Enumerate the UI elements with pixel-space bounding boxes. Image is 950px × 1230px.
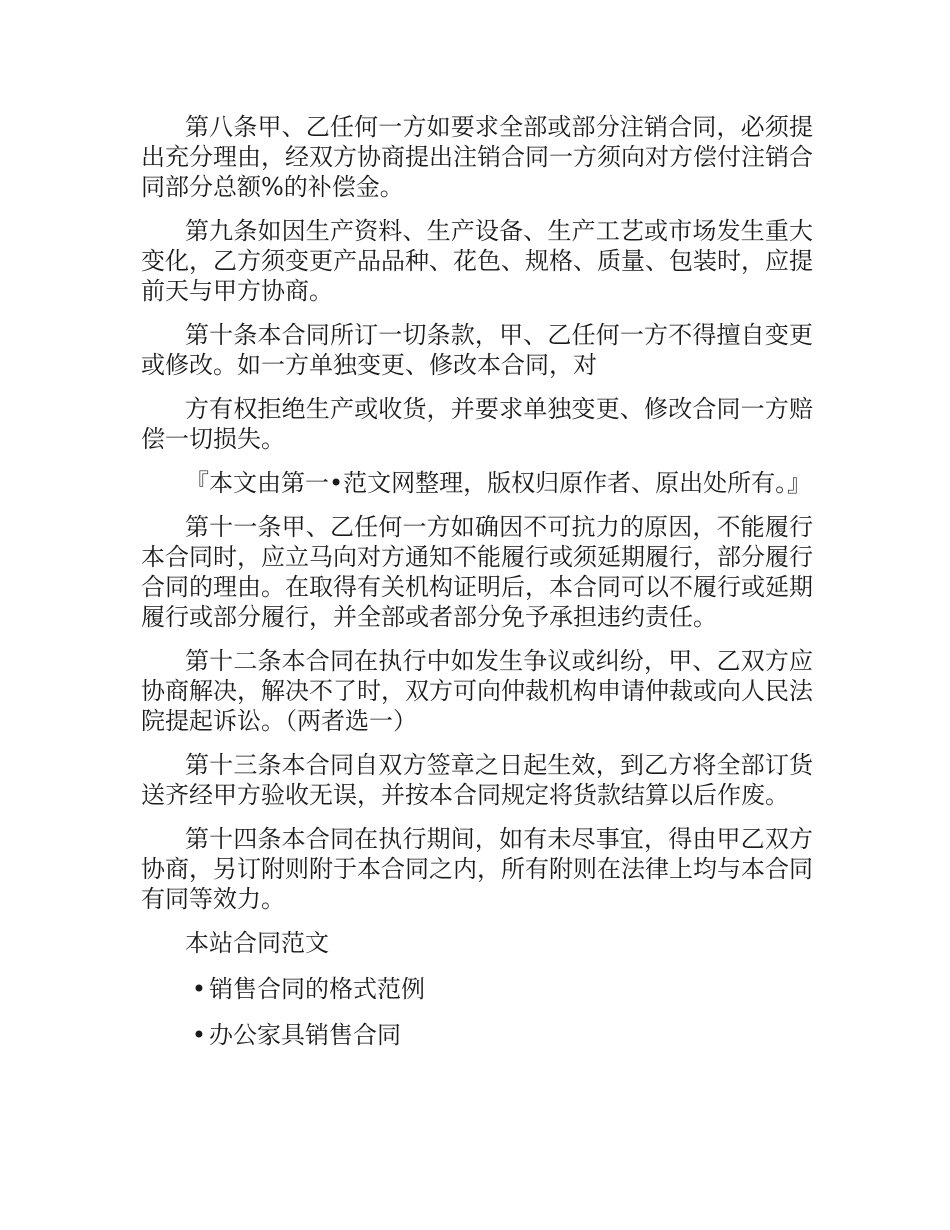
bullet-icon: • bbox=[191, 975, 207, 1003]
document-body bbox=[141, 112, 813, 1066]
clause-10-paragraph: 第十条本合同所订一切条款，甲、乙任何一方不得擅自变更或修改。如一方单独变更、修改本合同，对 bbox=[141, 321, 813, 379]
clause-10-continuation-paragraph: 方有权拒绝生产或收货，并要求单独变更、修改合同一方赔偿一切损失。 bbox=[141, 395, 813, 453]
bullet-icon: • bbox=[191, 1021, 207, 1049]
clause-14-paragraph: 第十四条本合同在执行期间，如有未尽事宜，得由甲乙双方协商，另订附则附于本合同之内，所有附则在法律上均与本合同有同等效力。 bbox=[141, 825, 813, 913]
related-link-sales-contract-format[interactable] bbox=[141, 974, 813, 1004]
clause-12-paragraph: 第十二条本合同在执行中如发生争议或纠纷，甲、乙双方应协商解决，解决不了时，双方可向仲裁机构申请仲裁或向人民法院提起诉讼。（两者选一） bbox=[141, 647, 813, 735]
clause-13-paragraph: 第十三条本合同自双方签章之日起生效，到乙方将全部订货送齐经甲方验收无误，并按本合同规定将货款结算以后作废。 bbox=[141, 751, 813, 809]
related-link-label[interactable]: 销售合同的格式范例 bbox=[209, 975, 425, 1003]
related-contracts-heading: 本站合同范文 bbox=[185, 929, 329, 957]
copyright-notice: 『本文由第一•范文网整理，版权归原作者、原出处所有。』 bbox=[185, 469, 812, 497]
related-link-office-furniture-contract[interactable] bbox=[141, 1020, 813, 1050]
clause-11-paragraph: 第十一条甲、乙任何一方如确因不可抗力的原因，不能履行本合同时，应立马向对方通知不能履行或须延期履行，部分履行合同的理由。在取得有关机构证明后，本合同可以不履行或延期履行或部分履行，并全部或者部分免予承担违约责任。 bbox=[141, 513, 813, 631]
clause-8-paragraph: 第八条甲、乙任何一方如要求全部或部分注销合同，必须提出充分理由，经双方协商提出注销合同一方须向对方偿付注销合同部分总额%的补偿金。 bbox=[141, 113, 813, 201]
clause-9-paragraph: 第九条如因生产资料、生产设备、生产工艺或市场发生重大变化，乙方须变更产品品种、花色、规格、质量、包装时，应提前天与甲方协商。 bbox=[141, 217, 813, 305]
related-link-label[interactable]: 办公家具销售合同 bbox=[209, 1021, 401, 1049]
